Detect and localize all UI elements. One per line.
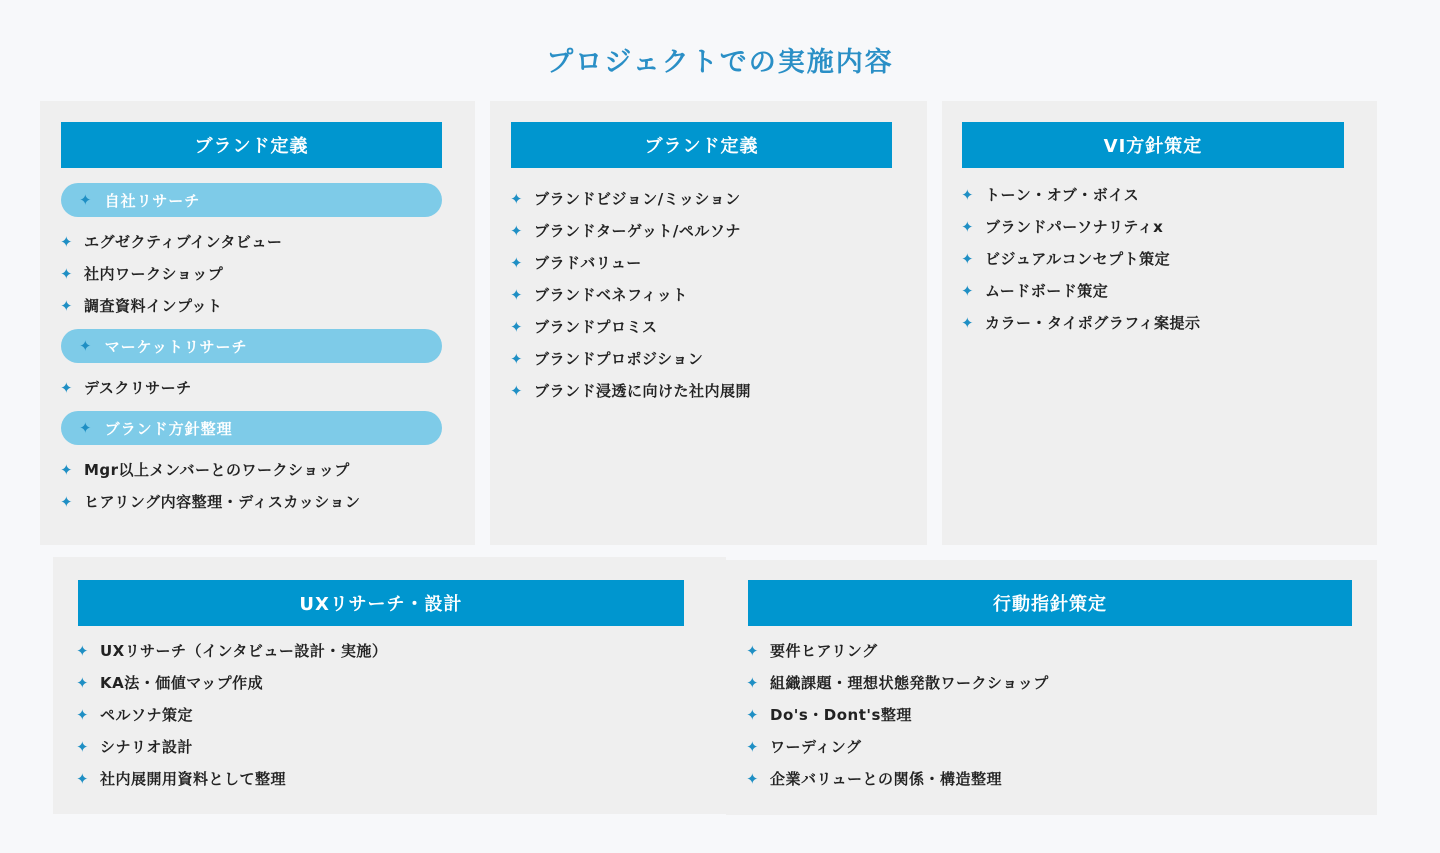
list-item: ✦ 調査資料インプット <box>60 296 223 315</box>
list-item: ✦ UXリサーチ（インタビュー設計・実施） <box>76 641 388 660</box>
card-header: ブランド定義 <box>61 122 442 168</box>
sparkle-icon: ✦ <box>79 419 93 437</box>
sparkle-icon: ✦ <box>60 264 74 283</box>
sparkle-icon: ✦ <box>510 349 524 368</box>
sparkle-icon: ✦ <box>79 337 93 355</box>
list-item: ✦ ブランドプロミス <box>510 317 658 336</box>
list-item: ✦ 社内ワークショップ <box>60 264 224 283</box>
sparkle-icon: ✦ <box>76 769 90 788</box>
sparkle-icon: ✦ <box>76 641 90 660</box>
sparkle-icon: ✦ <box>961 249 975 268</box>
list-item: ✦ ワーディング <box>746 737 862 756</box>
card-ux-research <box>53 557 726 814</box>
card-behavior-guidelines <box>726 560 1377 815</box>
card-header: 行動指針策定 <box>748 580 1352 626</box>
group-label: マーケットリサーチ <box>104 337 248 356</box>
sparkle-icon: ✦ <box>510 317 524 336</box>
sparkle-icon: ✦ <box>510 253 524 272</box>
sparkle-icon: ✦ <box>510 285 524 304</box>
card-vi-policy <box>942 101 1377 545</box>
page-title: プロジェクトでの実施内容 <box>546 47 894 78</box>
sparkle-icon: ✦ <box>510 221 524 240</box>
card-header: ブランド定義 <box>511 122 892 168</box>
group-label-market-research <box>61 329 442 363</box>
list-item: ✦ KA法・価値マップ作成 <box>76 673 264 692</box>
list-item: ✦ ブランドパーソナリティx <box>961 217 1164 236</box>
list-item: ✦ ブランドベネフィット <box>510 285 688 304</box>
list-item: ✦ ムードボード策定 <box>961 281 1109 300</box>
list-item: ✦ カラー・タイポグラフィ案提示 <box>961 313 1201 332</box>
group-label-internal-research <box>61 183 442 217</box>
sparkle-icon: ✦ <box>60 460 74 479</box>
sparkle-icon: ✦ <box>961 217 975 236</box>
sparkle-icon: ✦ <box>79 191 93 209</box>
card-header: UXリサーチ・設計 <box>78 580 684 626</box>
sparkle-icon: ✦ <box>746 673 760 692</box>
sparkle-icon: ✦ <box>961 313 975 332</box>
sparkle-icon: ✦ <box>76 737 90 756</box>
list-item: ✦ 組織課題・理想状態発散ワークショップ <box>746 673 1049 692</box>
sparkle-icon: ✦ <box>510 189 524 208</box>
group-label: ブランド方針整理 <box>104 419 233 438</box>
sparkle-icon: ✦ <box>60 232 74 251</box>
sparkle-icon: ✦ <box>60 296 74 315</box>
list-item: ✦ 要件ヒアリング <box>746 641 878 660</box>
list-item: ✦ 社内展開用資料として整理 <box>76 769 287 788</box>
sparkle-icon: ✦ <box>961 185 975 204</box>
sparkle-icon: ✦ <box>746 737 760 756</box>
list-item: ✦ Do's・Dont's整理 <box>746 705 912 724</box>
card-brand-definition-research <box>40 101 475 545</box>
list-item: ✦ ヒアリング内容整理・ディスカッション <box>60 492 361 511</box>
sparkle-icon: ✦ <box>746 705 760 724</box>
list-item: ✦ ブランドプロポジション <box>510 349 704 368</box>
card-brand-definition <box>490 101 927 545</box>
list-item: ✦ ビジュアルコンセプト策定 <box>961 249 1171 268</box>
list-item: ✦ デスクリサーチ <box>60 378 192 397</box>
list-item: ✦ ペルソナ策定 <box>76 705 194 724</box>
sparkle-icon: ✦ <box>510 381 524 400</box>
sparkle-icon: ✦ <box>60 378 74 397</box>
sparkle-icon: ✦ <box>76 705 90 724</box>
list-item: ✦ 企業バリューとの関係・構造整理 <box>746 769 1003 788</box>
group-label-brand-policy <box>61 411 442 445</box>
sparkle-icon: ✦ <box>746 641 760 660</box>
list-item: ✦ ブランドターゲット/ペルソナ <box>510 221 741 240</box>
group-label: 自社リサーチ <box>104 191 201 210</box>
sparkle-icon: ✦ <box>746 769 760 788</box>
list-item: ✦ ブランドビジョン/ミッション <box>510 189 741 208</box>
list-item: ✦ シナリオ設計 <box>76 737 193 756</box>
list-item: ✦ Mgr以上メンバーとのワークショップ <box>60 460 350 479</box>
card-header: VI方針策定 <box>962 122 1344 168</box>
list-item: ✦ エグゼクティブインタビュー <box>60 232 283 251</box>
list-item: ✦ ブランド浸透に向けた社内展開 <box>510 381 752 400</box>
sparkle-icon: ✦ <box>961 281 975 300</box>
list-item: ✦ トーン・オブ・ボイス <box>961 185 1140 204</box>
sparkle-icon: ✦ <box>60 492 74 511</box>
list-item: ✦ ブラドバリュー <box>510 253 642 272</box>
sparkle-icon: ✦ <box>76 673 90 692</box>
